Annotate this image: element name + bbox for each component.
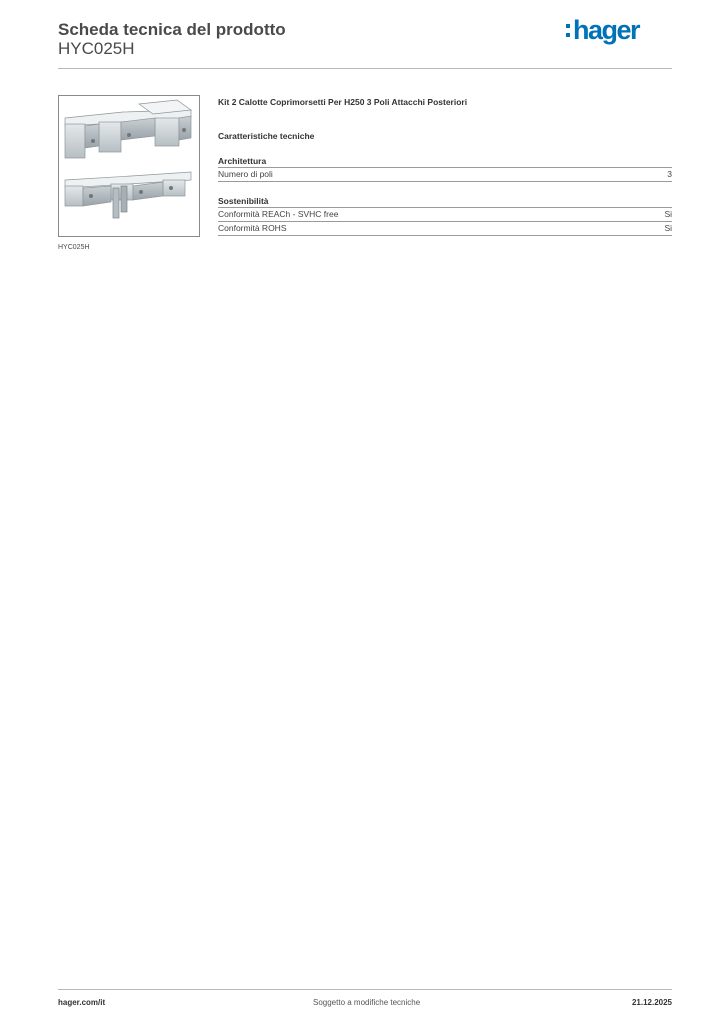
logo-colon-icon [566, 24, 570, 37]
product-image [58, 95, 200, 237]
product-name: Kit 2 Calotte Coprimorsetti Per H250 3 Poli Attacchi Posteriori [218, 97, 468, 107]
footer-divider [58, 989, 672, 990]
header-divider [58, 68, 672, 69]
logo-text: hager [573, 15, 640, 45]
footer-website: hager.com/it [58, 998, 106, 1007]
spec-value: Si [664, 223, 672, 233]
product-code: HYC025H [58, 39, 135, 58]
spec-group-title: Architettura [218, 155, 672, 168]
spec-label: Numero di poli [218, 169, 273, 179]
page-title: Scheda tecnica del prodotto [58, 20, 286, 39]
spec-row [218, 168, 672, 182]
terminal-cover-illustration [59, 96, 199, 236]
spec-row [218, 208, 672, 222]
image-caption: HYC025H [58, 244, 90, 251]
footer-note: Soggetto a modifiche tecniche [313, 998, 421, 1007]
hager-logo [566, 12, 639, 48]
specs-title: Caratteristiche tecniche [218, 131, 315, 141]
spec-value: 3 [667, 169, 672, 179]
spec-group-sostenibilita [218, 195, 672, 236]
spec-label: Conformità REACh - SVHC free [218, 209, 339, 219]
spec-group-title: Sostenibilità [218, 195, 672, 208]
footer-date: 21.12.2025 [631, 998, 672, 1007]
spec-label: Conformità ROHS [218, 223, 287, 233]
spec-group-architettura [218, 155, 672, 182]
spec-value: Si [664, 209, 672, 219]
spec-row [218, 222, 672, 236]
